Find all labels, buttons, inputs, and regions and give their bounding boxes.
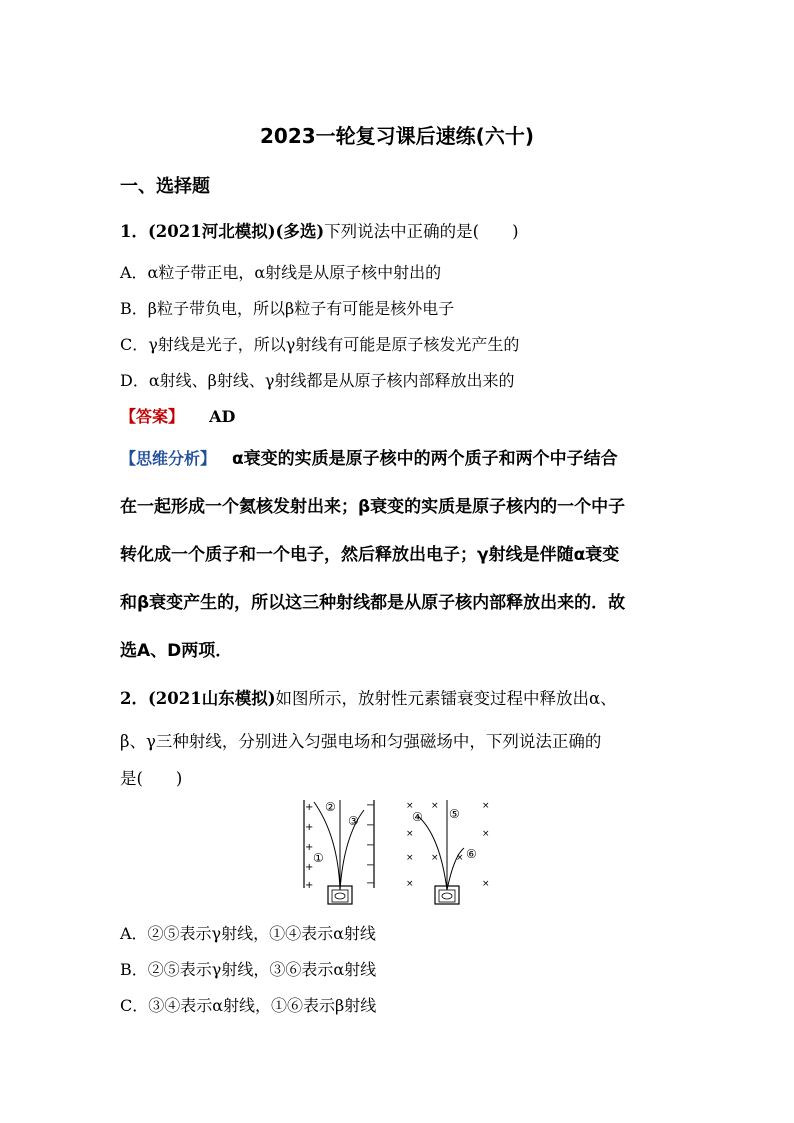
plus-sign: + bbox=[305, 822, 314, 833]
minus-sign: − bbox=[366, 860, 375, 871]
ray-label-5: ⑤ bbox=[449, 807, 460, 821]
plus-sign: + bbox=[305, 842, 314, 853]
minus-sign: − bbox=[366, 800, 375, 811]
electric-field-diagram bbox=[304, 800, 374, 904]
cross-mark: × bbox=[482, 829, 490, 839]
ray-label-1: ① bbox=[313, 851, 324, 865]
cross-mark: × bbox=[406, 829, 414, 839]
question-2-line-2: β、γ三种射线，分别进入匀强电场和匀强磁场中，下列说法正确的 bbox=[120, 732, 602, 751]
question-2-option-b: B．②⑤表示γ射线，③⑥表示α射线 bbox=[120, 960, 377, 979]
plus-sign: + bbox=[305, 880, 314, 891]
analysis-line-4: 和β衰变产生的，所以这三种射线都是从原子核内部释放出来的．故 bbox=[120, 593, 626, 613]
cross-mark: × bbox=[431, 801, 439, 811]
analysis-line-1: 【思维分析】 α衰变的实质是原子核中的两个质子和两个中子结合 bbox=[120, 449, 618, 469]
analysis-line-2: 在一起形成一个氦核发射出来；β衰变的实质是原子核内的一个中子 bbox=[120, 497, 626, 517]
answer-tag: 【答案】 bbox=[120, 407, 185, 426]
question-2-line-1: 2．(2021山东模拟)如图所示，放射性元素镭衰变过程中释放出α、 bbox=[120, 689, 617, 708]
plus-sign: + bbox=[305, 802, 314, 813]
cross-mark: × bbox=[406, 801, 414, 811]
ray-label-3: ③ bbox=[348, 814, 359, 828]
radiation-deflection-figure bbox=[290, 796, 510, 906]
question-2-option-c: C．③④表示α射线，①⑥表示β射线 bbox=[120, 996, 377, 1015]
analysis-line-5: 选A、D两项． bbox=[120, 641, 233, 661]
ray-label-4: ④ bbox=[412, 810, 423, 824]
cross-mark: × bbox=[482, 879, 490, 889]
plus-sign: + bbox=[305, 862, 314, 873]
cross-mark: × bbox=[431, 853, 439, 863]
cross-mark: × bbox=[482, 801, 490, 811]
magnetic-field-diagram bbox=[406, 800, 490, 904]
cross-mark: × bbox=[406, 853, 414, 863]
cross-mark: × bbox=[406, 879, 414, 889]
question-2-source: (2021山东模拟) bbox=[147, 689, 276, 708]
ray-path-1 bbox=[314, 802, 340, 890]
analysis-line-3: 转化成一个质子和一个电子，然后释放出电子；γ射线是伴随α衰变 bbox=[120, 545, 620, 565]
question-1-number: 1． bbox=[120, 222, 148, 241]
question-1-stem: 下列说法中正确的是( ) bbox=[324, 222, 519, 241]
question-1-option-d: D．α射线、β射线、γ射线都是从原子核内部释放出来的 bbox=[120, 371, 515, 390]
question-2-option-a: A．②⑤表示γ射线，①④表示α射线 bbox=[120, 924, 376, 943]
question-1-source: (2021河北模拟)(多选) bbox=[147, 222, 325, 241]
question-2-line-3: 是( ) bbox=[120, 769, 183, 788]
question-1-option-a: A．α粒子带正电，α射线是从原子核中射出的 bbox=[120, 263, 442, 282]
question-1-option-b: B．β粒子带负电，所以β粒子有可能是核外电子 bbox=[120, 299, 455, 318]
page-title: 2023一轮复习课后速练(六十) bbox=[260, 124, 534, 148]
analysis-tag: 【思维分析】 bbox=[120, 449, 217, 468]
question-1 bbox=[120, 218, 519, 242]
question-2-number: 2． bbox=[120, 689, 148, 708]
minus-sign: − bbox=[366, 840, 375, 851]
question-1-option-c: C．γ射线是光子，所以γ射线有可能是原子核发光产生的 bbox=[120, 335, 520, 354]
cross-mark: × bbox=[456, 853, 464, 863]
ray-label-6: ⑥ bbox=[466, 847, 477, 861]
answer-value: AD bbox=[209, 407, 236, 426]
section-heading: 一、选择题 bbox=[120, 176, 210, 197]
minus-sign: − bbox=[366, 820, 375, 831]
minus-sign: − bbox=[366, 878, 375, 889]
ray-label-2: ② bbox=[325, 800, 336, 814]
answer-line bbox=[120, 404, 235, 427]
